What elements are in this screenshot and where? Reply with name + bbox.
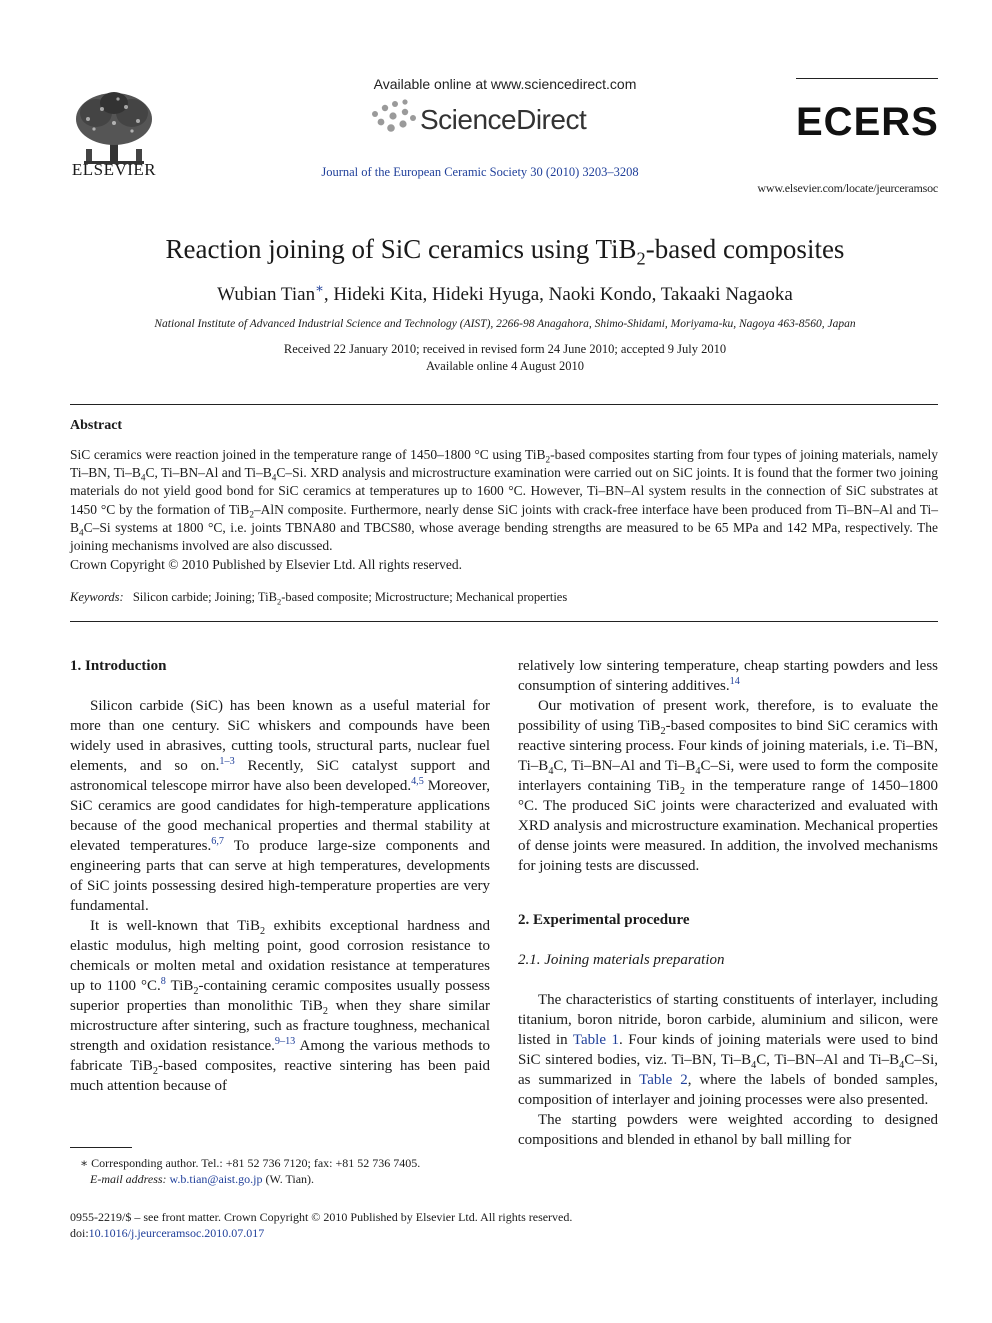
section-2-heading: 2. Experimental procedure	[518, 912, 690, 928]
author-email-link[interactable]: w.b.tian@aist.go.jp	[169, 1172, 263, 1186]
author-tian: Wubian Tian	[217, 284, 316, 305]
ecers-logo: ECERS	[796, 100, 939, 144]
intro-paragraph-2: It is well-known that TiB$_2$ exhibits exceptional hardness and elastic modulus, high melting point, good corrosion resistance to chemicals or molten metal and oxidation resistance at temperatures up to 1100 °C.$^8$ TiB$_2$-containing ceramic composites usually possess superior properties than monolithic TiB$_2$ when they share similar microstructure after sintering, such as fracture toughness, mechanical strength and oxidation resistance.$^{9-13}$ Among the various methods to fabricate TiB$_2$-based composites, reactive sintering has been paid much attention because of	[70, 918, 491, 1094]
right-paragraph-3: The characteristics of starting constituents of interlayer, including titanium, boron nitride, boron carbide, aluminium and silicon, were listed in Table 1. Four kinds of joining materials were used to bind SiC sintered bodies, viz. Ti–BN, $Ti-B_4C$, Ti–BN–Al and $Ti-B_4C-Si$, as summarized in Table 2, where the labels of bonded samples, composition of interlayer and joining processes were also presented.	[518, 992, 938, 1108]
header-rule	[796, 78, 938, 79]
table-2-link[interactable]: Table 2	[639, 1072, 688, 1088]
abstract-heading: Abstract	[70, 418, 123, 433]
intro-paragraph-1: Silicon carbide (SiC) has been known as a useful material for more than one century. SiC whiskers and compounds have been widely used in abrasives, cutting tools, structural parts, nuclear fuel elements, and so on.$^{1-3}$ Recently, SiC catalyst support and astronomical telescope mirror have also been developed.$^{4,5}$ Moreover, SiC ceramics are good candidates for high-temperature applications because of the good mechanical properties and thermal stability at elevated temperatures.$^{6,7}$ To produce large-size components and engineering parts that can serve at high temperatures, developments of SiC joints possessing desired high-temperature properties are very fundamental.	[70, 698, 490, 914]
doi-line: doi:10.1016/j.jeurceramsoc.2010.07.017	[70, 1226, 265, 1240]
ref-1-3[interactable]: 1–3	[219, 756, 235, 767]
keywords-label: Keywords:	[70, 590, 124, 604]
front-matter-info	[70, 1209, 930, 1241]
received-dates: Received 22 January 2010; received in revised form 24 June 2010; accepted 9 July 2010	[283, 342, 727, 356]
journal-citation-link[interactable]	[250, 165, 710, 180]
left-column	[70, 656, 490, 1096]
issn-line: 0955-2219/$ – see front matter. Crown Copyright © 2010 Published by Elsevier Ltd. All rights reserved.	[70, 1210, 573, 1224]
footnote-rule	[70, 1147, 132, 1148]
corresponding-author-footnote: ∗ Corresponding author. Tel.: +81 52 736 7120; fax: +81 52 736 7405. E-mail address: w.b.tian@aist.go.jp (W. Tian).	[80, 1156, 421, 1186]
ref-4-5[interactable]: 4,5	[411, 776, 424, 787]
table-1-link[interactable]: Table 1	[572, 1032, 619, 1048]
ref-9-13[interactable]: 9–13	[274, 1036, 296, 1047]
doi-link[interactable]: 10.1016/j.jeurceramsoc.2010.07.017	[88, 1226, 265, 1240]
abstract-bottom-rule	[70, 621, 938, 622]
ref-14[interactable]: 14	[729, 676, 740, 687]
elsevier-wordmark: ELSEVIER	[71, 160, 157, 179]
article-title: Reaction joining of SiC ceramics using TiB$_2$-based composites	[165, 234, 845, 269]
available-online-text: Available online at www.sciencedirect.com	[373, 76, 637, 92]
right-paragraph-1: relatively low sintering temperature, cheap starting powders and less consumption of sintering additives.$^{14}$	[518, 658, 938, 694]
available-date: Available online 4 August 2010	[425, 359, 585, 373]
section-2-1-heading: 2.1. Joining materials preparation	[518, 952, 725, 968]
right-paragraph-4: The starting powders were weighted according to designed compositions and blended in ethanol by ball milling for	[518, 1112, 938, 1148]
abstract-body: SiC ceramics were reaction joined in the temperature range of 1450–1800 °C using TiB$_2$-based composites starting from four types of joining materials, namely Ti–BN, $Ti-B_4C$, Ti–BN–Al and $Ti-B_4C-Si$. XRD analysis and microstructure examination were carried out on SiC joints. It is found that the former two joining materials do not yield good bond for SiC ceramics at temperatures up to 1600 °C. However, Ti–BN–Al system results in the connection of SiC substrates at 1450 °C by the formation of TiB$_2$–AlN composite. Furthermore, nearly dense SiC joints with crack-free interface have been produced from Ti–BN–Al and $Ti-B_4C-Si$ systems at 1800 °C, i.e. joints TBNA80 and TBCS80, whose average bending strengths are measured to be 65 MPa and 142 MPa, respectively. The joining mechanisms involved are also discussed.	[70, 447, 939, 554]
right-column	[518, 656, 938, 1150]
right-paragraph-2: Our motivation of present work, therefore, is to evaluate the possibility of using TiB$_2$-based composites to bind SiC ceramics with reactive sintering process. Four kinds of joining materials, i.e. Ti–BN, $Ti-B_4C$, Ti–BN–Al and $Ti-B_4C-Si$, were used to form the composite interlayers containing TiB$_2$ in the temperature range of 1450–1800 °C. The produced SiC joints were characterized and evaluated with XRD analysis and microstructure examination. Mechanical properties of dense joints were measured. In addition, the involved mechanisms for joining tests are discussed.	[518, 698, 938, 874]
abstract-top-rule	[70, 404, 938, 405]
author-list: Wubian Tian∗, Hideki Kita, Hideki Hyuga, Naoki Kondo, Takaaki Nagaoka	[217, 280, 793, 305]
abstract-copyright: Crown Copyright © 2010 Published by Elsevier Ltd. All rights reserved.	[70, 557, 462, 572]
ref-6-7[interactable]: 6,7	[211, 836, 224, 847]
corresponding-author-mark[interactable]: ∗	[315, 280, 324, 296]
journal-url[interactable]: www.elsevier.com/locate/jeurceramsoc	[757, 181, 938, 195]
keywords: Keywords: Silicon carbide; Joining; TiB$_2$-based composite; Microstructure; Mechanical properties	[70, 590, 568, 607]
section-1-heading: 1. Introduction	[70, 658, 167, 674]
affiliation: National Institute of Advanced Industrial Science and Technology (AIST), 2266-98 Anagahora, Shimo-Shidami, Moriyama-ku, Nagoya 463-8560, Japan	[154, 318, 856, 330]
journal-citation-text[interactable]: Journal of the European Ceramic Society 30 (2010) 3203–3208	[321, 165, 639, 179]
article-dates	[60, 341, 950, 375]
sciencedirect-wordmark: ScienceDirect	[420, 104, 587, 135]
ref-8[interactable]: 8	[160, 976, 166, 987]
